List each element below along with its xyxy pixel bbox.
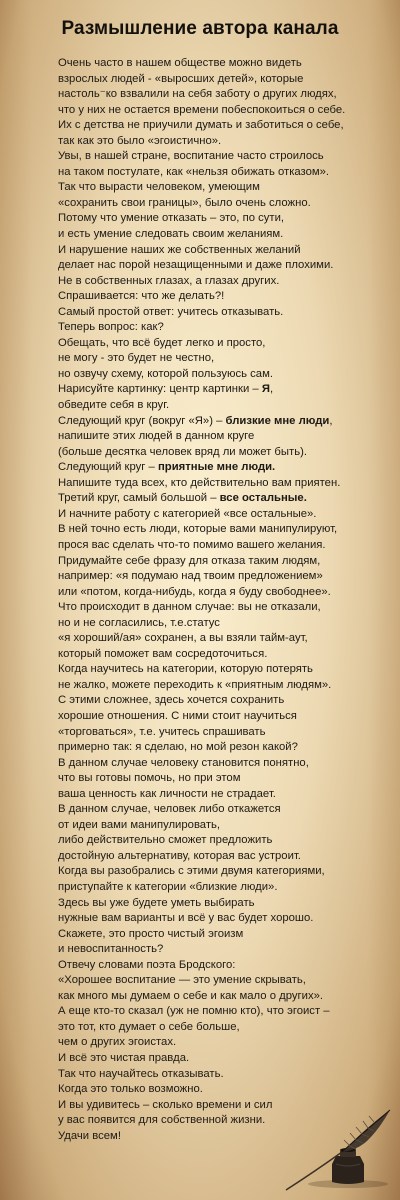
text-line [58, 336, 400, 352]
text-segment: Когда вы разобрались с этими двумя категориями, [58, 865, 325, 878]
text-line [58, 72, 400, 88]
text-segment: не могу - это будет не честно, [58, 352, 215, 365]
text-line [58, 585, 400, 601]
text-segment: либо действительно сможет предложить [58, 834, 273, 847]
text-segment: Очень часто в нашем обществе можно видеть [58, 57, 302, 69]
text-line [58, 211, 400, 227]
text-line [58, 103, 400, 119]
text-line [58, 460, 400, 476]
text-line [58, 942, 400, 958]
text-segment: В данном случае человеку становится понятно, [58, 756, 309, 769]
text-segment: , [329, 414, 333, 427]
text-line [58, 833, 400, 849]
text-segment: «сохранить свои границы», было очень сложно. [58, 196, 311, 209]
text-segment: и есть умение следовать своим желаниям. [58, 228, 284, 241]
text-line [58, 507, 400, 523]
text-segment: Потому что умение отказать – это, по сути, [58, 212, 285, 225]
text-segment: приступайте к категории «близкие люди». [58, 880, 278, 893]
text-segment: напишите этих людей в данном круге [58, 430, 255, 443]
text-segment: Отвечу словами поэта Бродского: [58, 958, 236, 971]
text-line [58, 600, 400, 616]
text-segment: Самый простой ответ: учитесь отказывать. [58, 305, 284, 318]
bold-text: все остальные. [219, 492, 307, 505]
text-line [58, 725, 400, 741]
text-segment: Теперь вопрос: как? [58, 321, 164, 334]
text-line [58, 1051, 400, 1067]
text-segment: у вас появится для собственной жизни. [58, 1114, 266, 1127]
text-line [58, 771, 400, 787]
text-line [58, 569, 400, 585]
text-line [58, 554, 400, 570]
text-segment: Следующий круг (вокруг «Я») – [58, 414, 226, 427]
text-line [58, 180, 400, 196]
text-segment: Не в собственных глазах, а глазах других. [58, 274, 280, 287]
text-segment: нужные вам варианты и всё у вас будет хорошо. [58, 912, 314, 925]
text-line [58, 243, 400, 259]
text-line [58, 56, 400, 72]
text-line [58, 1082, 400, 1098]
text-line [58, 631, 400, 647]
text-line [58, 1004, 400, 1020]
text-segment: не жалко, можете переходить к «приятным людям». [58, 678, 332, 691]
text-segment: достойную альтернативу, которая вас устроит. [58, 849, 301, 862]
text-line [58, 740, 400, 756]
text-line [58, 398, 400, 414]
text-line [58, 818, 400, 834]
text-line [58, 165, 400, 181]
text-line [58, 118, 400, 134]
text-segment: , [269, 383, 274, 396]
text-segment: примерно так: я сделаю, но мой резон какой? [58, 741, 298, 754]
text-segment: «торговаться», т.е. учитесь спрашивать [58, 725, 266, 738]
text-segment: И вы удивитесь – сколько времени и сил [58, 1098, 273, 1111]
text-line [58, 849, 400, 865]
text-segment: Что происходит в данном случае: вы не отказали, [58, 601, 321, 614]
text-line [58, 709, 400, 725]
text-segment: С этими сложнее, здесь хочется сохранить [58, 694, 285, 707]
text-line [58, 927, 400, 943]
text-segment: Когда это только возможно. [58, 1083, 203, 1096]
text-segment: который поможет вам сосредоточиться. [58, 647, 268, 660]
text-segment: Так что вырасти человеком, умеющим [58, 181, 260, 194]
text-line [58, 678, 400, 694]
text-segment: «я хороший/ая» сохранен, а вы взяли тайм-аут, [58, 632, 308, 645]
text-segment: Нарисуйте картинку: центр картинки – [58, 383, 262, 396]
text-segment: В ней точно есть люди, которые вами манипулируют, [58, 523, 338, 536]
text-line [58, 989, 400, 1005]
text-line [58, 973, 400, 989]
text-line [58, 647, 400, 663]
text-segment: В данном случае, человек либо откажется [58, 803, 281, 816]
text-line [58, 87, 400, 103]
text-segment: что вы готовы помочь, но при этом [58, 772, 241, 785]
quill-inkwell-icon [284, 1106, 394, 1192]
bold-text: приятные мне люди. [157, 461, 276, 474]
text-segment: или «потом, когда-нибудь, когда я буду свободнее». [58, 585, 331, 598]
text-line [58, 367, 400, 383]
text-segment: Когда научитесь на категории, которую потерять [58, 663, 313, 676]
text-line [58, 196, 400, 212]
text-segment: Обещать, что всё будет легко и просто, [58, 336, 266, 349]
text-line [58, 616, 400, 632]
text-line [58, 756, 400, 772]
text-line [58, 880, 400, 896]
text-segment: И начните работу с категорией «все остальные». [58, 507, 317, 520]
text-line [58, 134, 400, 150]
bold-text: близкие мне люди [225, 414, 330, 427]
text-line [58, 429, 400, 445]
text-segment: Придумайте себе фразу для отказа таким людям, [58, 554, 321, 567]
text-segment: от идеи вами манипулировать, [58, 818, 221, 831]
text-line [58, 227, 400, 243]
text-line [58, 1020, 400, 1036]
text-line [58, 911, 400, 927]
text-segment: Так что научайтесь отказывать. [58, 1067, 224, 1080]
text-line [58, 958, 400, 974]
text-line [58, 289, 400, 305]
article-body [58, 56, 400, 1144]
text-segment: «Хорошее воспитание — это умение скрывать, [58, 974, 306, 987]
text-segment: Третий круг, самый большой – [58, 492, 220, 505]
text-segment: ваша ценность как личности не страдает. [58, 787, 276, 800]
text-segment: на таком постулате, как «нельзя обижать отказом». [58, 165, 330, 178]
text-line [58, 662, 400, 678]
text-segment: И нарушение наших же собственных желаний [58, 243, 301, 256]
text-line [58, 351, 400, 367]
text-segment: что у них не остается времени побеспокоиться о себе. [58, 103, 346, 116]
bold-text: Я [261, 383, 270, 396]
text-segment: Здесь вы уже будете уметь выбирать [58, 896, 255, 909]
text-line [58, 538, 400, 554]
text-segment: настоль⁻ко взвалили на себя заботу о других людях, [58, 88, 337, 101]
text-line [58, 802, 400, 818]
text-line [58, 491, 400, 507]
text-segment: чем о других эгоистах. [58, 1036, 177, 1049]
text-segment: Следующий круг – [58, 461, 158, 474]
text-segment: Скажете, это просто чистый эгоизм [58, 927, 244, 940]
text-segment: хорошие отношения. С ними стоит научиться [58, 709, 297, 722]
text-line [58, 305, 400, 321]
text-line [58, 274, 400, 290]
text-line [58, 476, 400, 492]
text-segment: взрослых людей - «выросших детей», которые [58, 72, 304, 85]
text-segment: А еще кто-то сказал (уж не помню кто), что эгоист – [58, 1005, 330, 1018]
text-line [58, 320, 400, 336]
text-segment: делает нас порой незащищенными и даже плохими. [58, 259, 334, 272]
text-segment: но озвучу схему, которой пользуюсь сам. [58, 367, 273, 380]
text-segment: Спрашивается: что же делать?! [58, 290, 225, 303]
text-segment: как много мы думаем о себе и как мало о других». [58, 989, 324, 1002]
text-line [58, 864, 400, 880]
text-segment: например: «я подумаю над твоим предложением» [58, 570, 323, 583]
text-segment: и невоспитанность? [58, 943, 164, 956]
text-segment: Удачи всем! [58, 1129, 121, 1142]
text-segment: Напишите туда всех, кто действительно вам приятен. [58, 476, 341, 489]
text-line [58, 1067, 400, 1083]
text-line [58, 787, 400, 803]
text-segment: прося вас сделать что-то помимо вашего желания. [58, 538, 326, 551]
text-segment: так как это было «эгоистично». [58, 134, 222, 147]
text-line [58, 149, 400, 165]
text-segment: обведите себя в круг. [58, 399, 170, 412]
text-line [58, 1035, 400, 1051]
text-segment: (больше десятка человек вряд ли может быть). [58, 445, 307, 458]
text-segment: Их с детства не приучили думать и заботиться о себе, [58, 119, 344, 132]
text-line [58, 522, 400, 538]
text-line [58, 414, 400, 430]
text-line [58, 382, 400, 398]
text-line [58, 445, 400, 461]
text-segment: И всё это чистая правда. [58, 1052, 190, 1064]
text-segment: но и не согласились, т.е.статус [58, 616, 220, 629]
text-line [58, 896, 400, 912]
text-segment: Увы, в нашей стране, воспитание часто строилось [58, 150, 324, 163]
text-segment: это тот, кто думает о себе больше, [58, 1020, 240, 1033]
article-title: Размышление автора канала [61, 18, 339, 39]
text-line [58, 258, 400, 274]
text-line [58, 693, 400, 709]
